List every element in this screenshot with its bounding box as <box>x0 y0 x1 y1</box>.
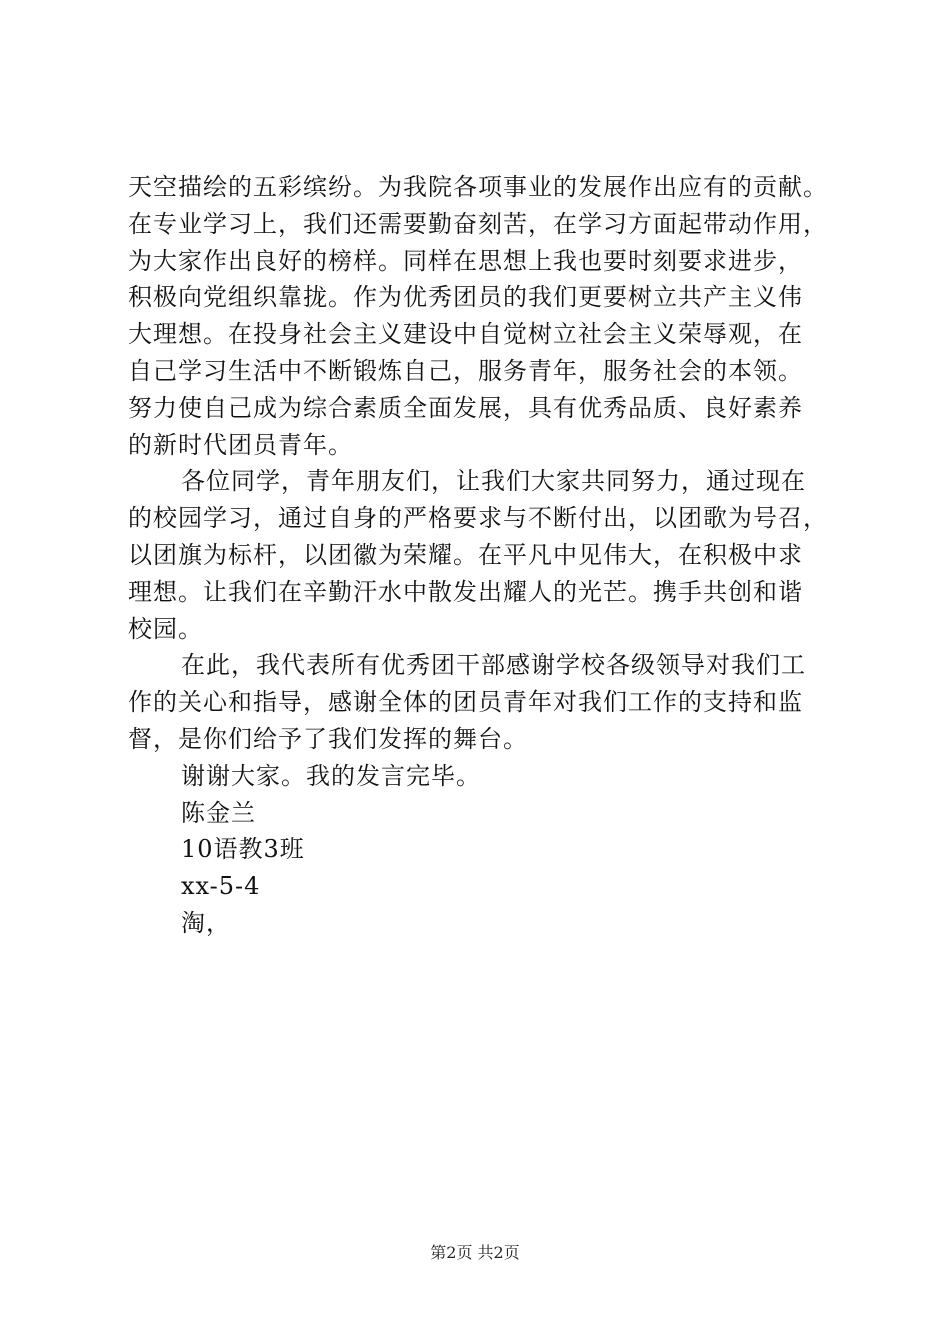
signature-date: xx-5-4 <box>181 872 261 901</box>
text-line: 的校园学习，通过自身的严格要求与不断付出，以团歌为号召， <box>128 504 828 533</box>
text-line: 各位同学，青年朋友们，让我们大家共同努力，通过现在 <box>181 467 806 496</box>
text-line: 的新时代团员青年。 <box>128 430 353 459</box>
text-line: 为大家作出良好的榜样。同样在思想上我也要时刻要求进步， <box>128 246 803 275</box>
document-body <box>128 169 848 942</box>
text-line: 天空描绘的五彩缤纷。为我院各项事业的发展作出应有的贡献。 <box>128 173 828 201</box>
text-line: 理想。让我们在辛勤汗水中散发出耀人的光芒。携手共创和谐 <box>128 577 803 606</box>
paragraph-3 <box>128 647 848 757</box>
paragraph-2 <box>128 463 848 647</box>
signature-class: 10语教3班 <box>181 835 305 864</box>
text-line: 大理想。在投身社会主义建设中自觉树立社会主义荣辱观，在 <box>128 320 803 349</box>
trailing-text: 淘， <box>181 908 231 937</box>
text-line: 自己学习生活中不断锻炼自己，服务青年，服务社会的本领。 <box>128 356 803 385</box>
paragraph-1 <box>128 169 848 463</box>
text-line: 以团旗为标杆，以团徽为荣耀。在平凡中见伟大，在积极中求 <box>128 540 803 569</box>
text-line: 校园。 <box>128 614 203 643</box>
text-line: 在专业学习上，我们还需要勤奋刻苦，在学习方面起带动作用， <box>128 209 828 238</box>
text-line: 积极向党组织靠拢。作为优秀团员的我们更要树立共产主义伟 <box>128 283 803 312</box>
text-line: 努力使自己成为综合素质全面发展，具有优秀品质、良好素养 <box>128 393 803 422</box>
closing-remark: 谢谢大家。我的发言完毕。 <box>181 761 481 790</box>
signature-name: 陈金兰 <box>181 798 256 827</box>
text-line: 作的关心和指导，感谢全体的团员青年对我们工作的支持和监 <box>128 688 803 717</box>
text-line: 督，是你们给予了我们发挥的舞台。 <box>128 724 528 753</box>
page-footer: 第2页 共2页 <box>430 1243 520 1262</box>
text-line: 在此，我代表所有优秀团干部感谢学校各级领导对我们工 <box>181 651 806 680</box>
